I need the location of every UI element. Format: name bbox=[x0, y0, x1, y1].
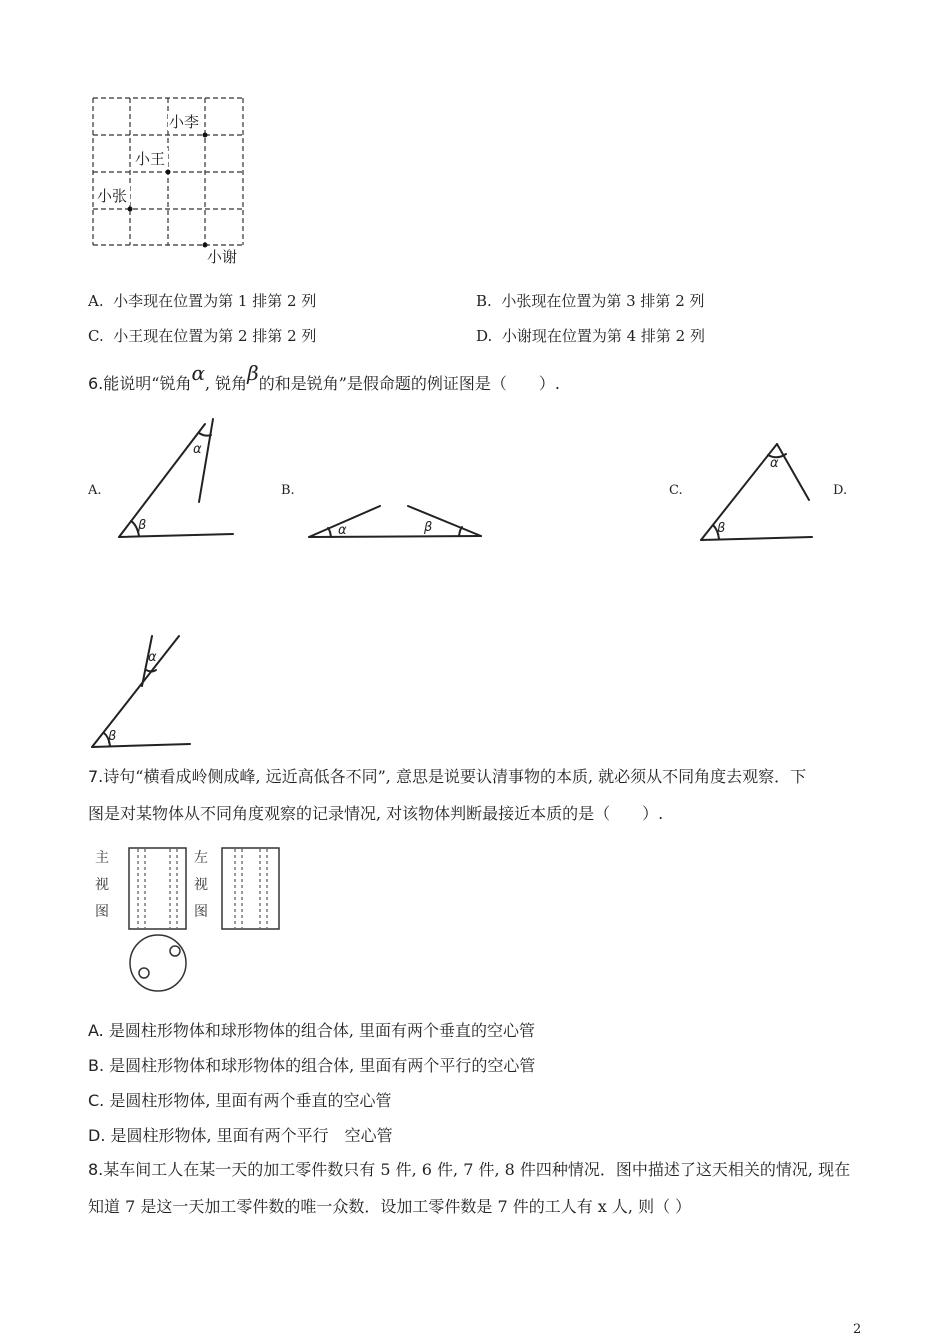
label-xiaowang: 小王 bbox=[135, 150, 166, 168]
beta-label-d: β bbox=[108, 729, 117, 744]
alpha-symbol: α bbox=[191, 361, 205, 385]
q7-stem-line2: 图是对某物体从不同角度观察的记录情况, 对该物体判断最接近本质的是（ ）. bbox=[88, 804, 664, 823]
alpha-label-a: α bbox=[193, 442, 202, 457]
top-view bbox=[130, 935, 186, 991]
q7-option-a: A. 是圆柱形物体和球形物体的组合体, 里面有两个垂直的空心管 bbox=[88, 1021, 536, 1040]
q5-option-d: D. 小谢现在位置为第 4 排第 2 列 bbox=[476, 327, 705, 345]
beta-label-a: β bbox=[138, 518, 147, 533]
q7-stem-line1: 7.诗句“横看成岭侧成峰, 远近高低各不同”, 意思是说要认清事物的本质, 就必须从不同角度去观察．下 bbox=[88, 767, 807, 786]
view-label-char: 左 bbox=[194, 850, 208, 866]
view-label-char: 视 bbox=[95, 877, 109, 893]
q6-option-c-letter: C. bbox=[669, 483, 683, 498]
q5-option-a: A. 小李现在位置为第 1 排第 2 列 bbox=[88, 292, 317, 310]
alpha-label-d: α bbox=[148, 650, 157, 665]
page-number: 2 bbox=[853, 1322, 862, 1337]
view-label-char: 图 bbox=[194, 904, 208, 920]
q7-option-d: D. 是圆柱形物体, 里面有两个平行 空心管 bbox=[88, 1126, 393, 1145]
q5-option-b: B. 小张现在位置为第 3 排第 2 列 bbox=[476, 292, 705, 310]
beta-label-b: β bbox=[424, 520, 433, 535]
alpha-label-c: α bbox=[770, 456, 779, 471]
beta-label-c: β bbox=[717, 521, 726, 536]
q6-option-b-letter: B. bbox=[281, 483, 295, 498]
q8-stem-line1: 8.某车间工人在某一天的加工零件数只有 5 件, 6 件, 7 件, 8 件四种情况．图中描述了这天相关的情况, 现在 bbox=[88, 1160, 851, 1179]
q8-stem-line2: 知道 7 是这一天加工零件数的唯一众数．设加工零件数是 7 件的工人有 x 人, 则（ ） bbox=[88, 1197, 692, 1216]
view-label-char: 视 bbox=[194, 877, 208, 893]
alpha-label-b: α bbox=[338, 523, 347, 538]
label-xiaoxie: 小谢 bbox=[207, 248, 238, 266]
q7-option-c: C. 是圆柱形物体, 里面有两个垂直的空心管 bbox=[88, 1091, 392, 1110]
label-xiaozhang: 小张 bbox=[97, 187, 128, 205]
q6-stem: 6.能说明“锐角α, 锐角β的和是锐角”是假命题的例证图是（ ）. bbox=[88, 361, 560, 393]
q7-option-b: B. 是圆柱形物体和球形物体的组合体, 里面有两个平行的空心管 bbox=[88, 1056, 536, 1075]
left-view bbox=[222, 848, 279, 929]
label-xiaoli: 小李 bbox=[169, 113, 200, 131]
beta-symbol: β bbox=[247, 361, 259, 385]
view-label-char: 图 bbox=[95, 904, 109, 920]
view-label-char: 主 bbox=[95, 850, 109, 866]
q6-option-a-letter: A. bbox=[88, 483, 102, 498]
q5-option-c: C. 小王现在位置为第 2 排第 2 列 bbox=[88, 327, 317, 345]
q6-option-d-letter: D. bbox=[833, 483, 848, 498]
